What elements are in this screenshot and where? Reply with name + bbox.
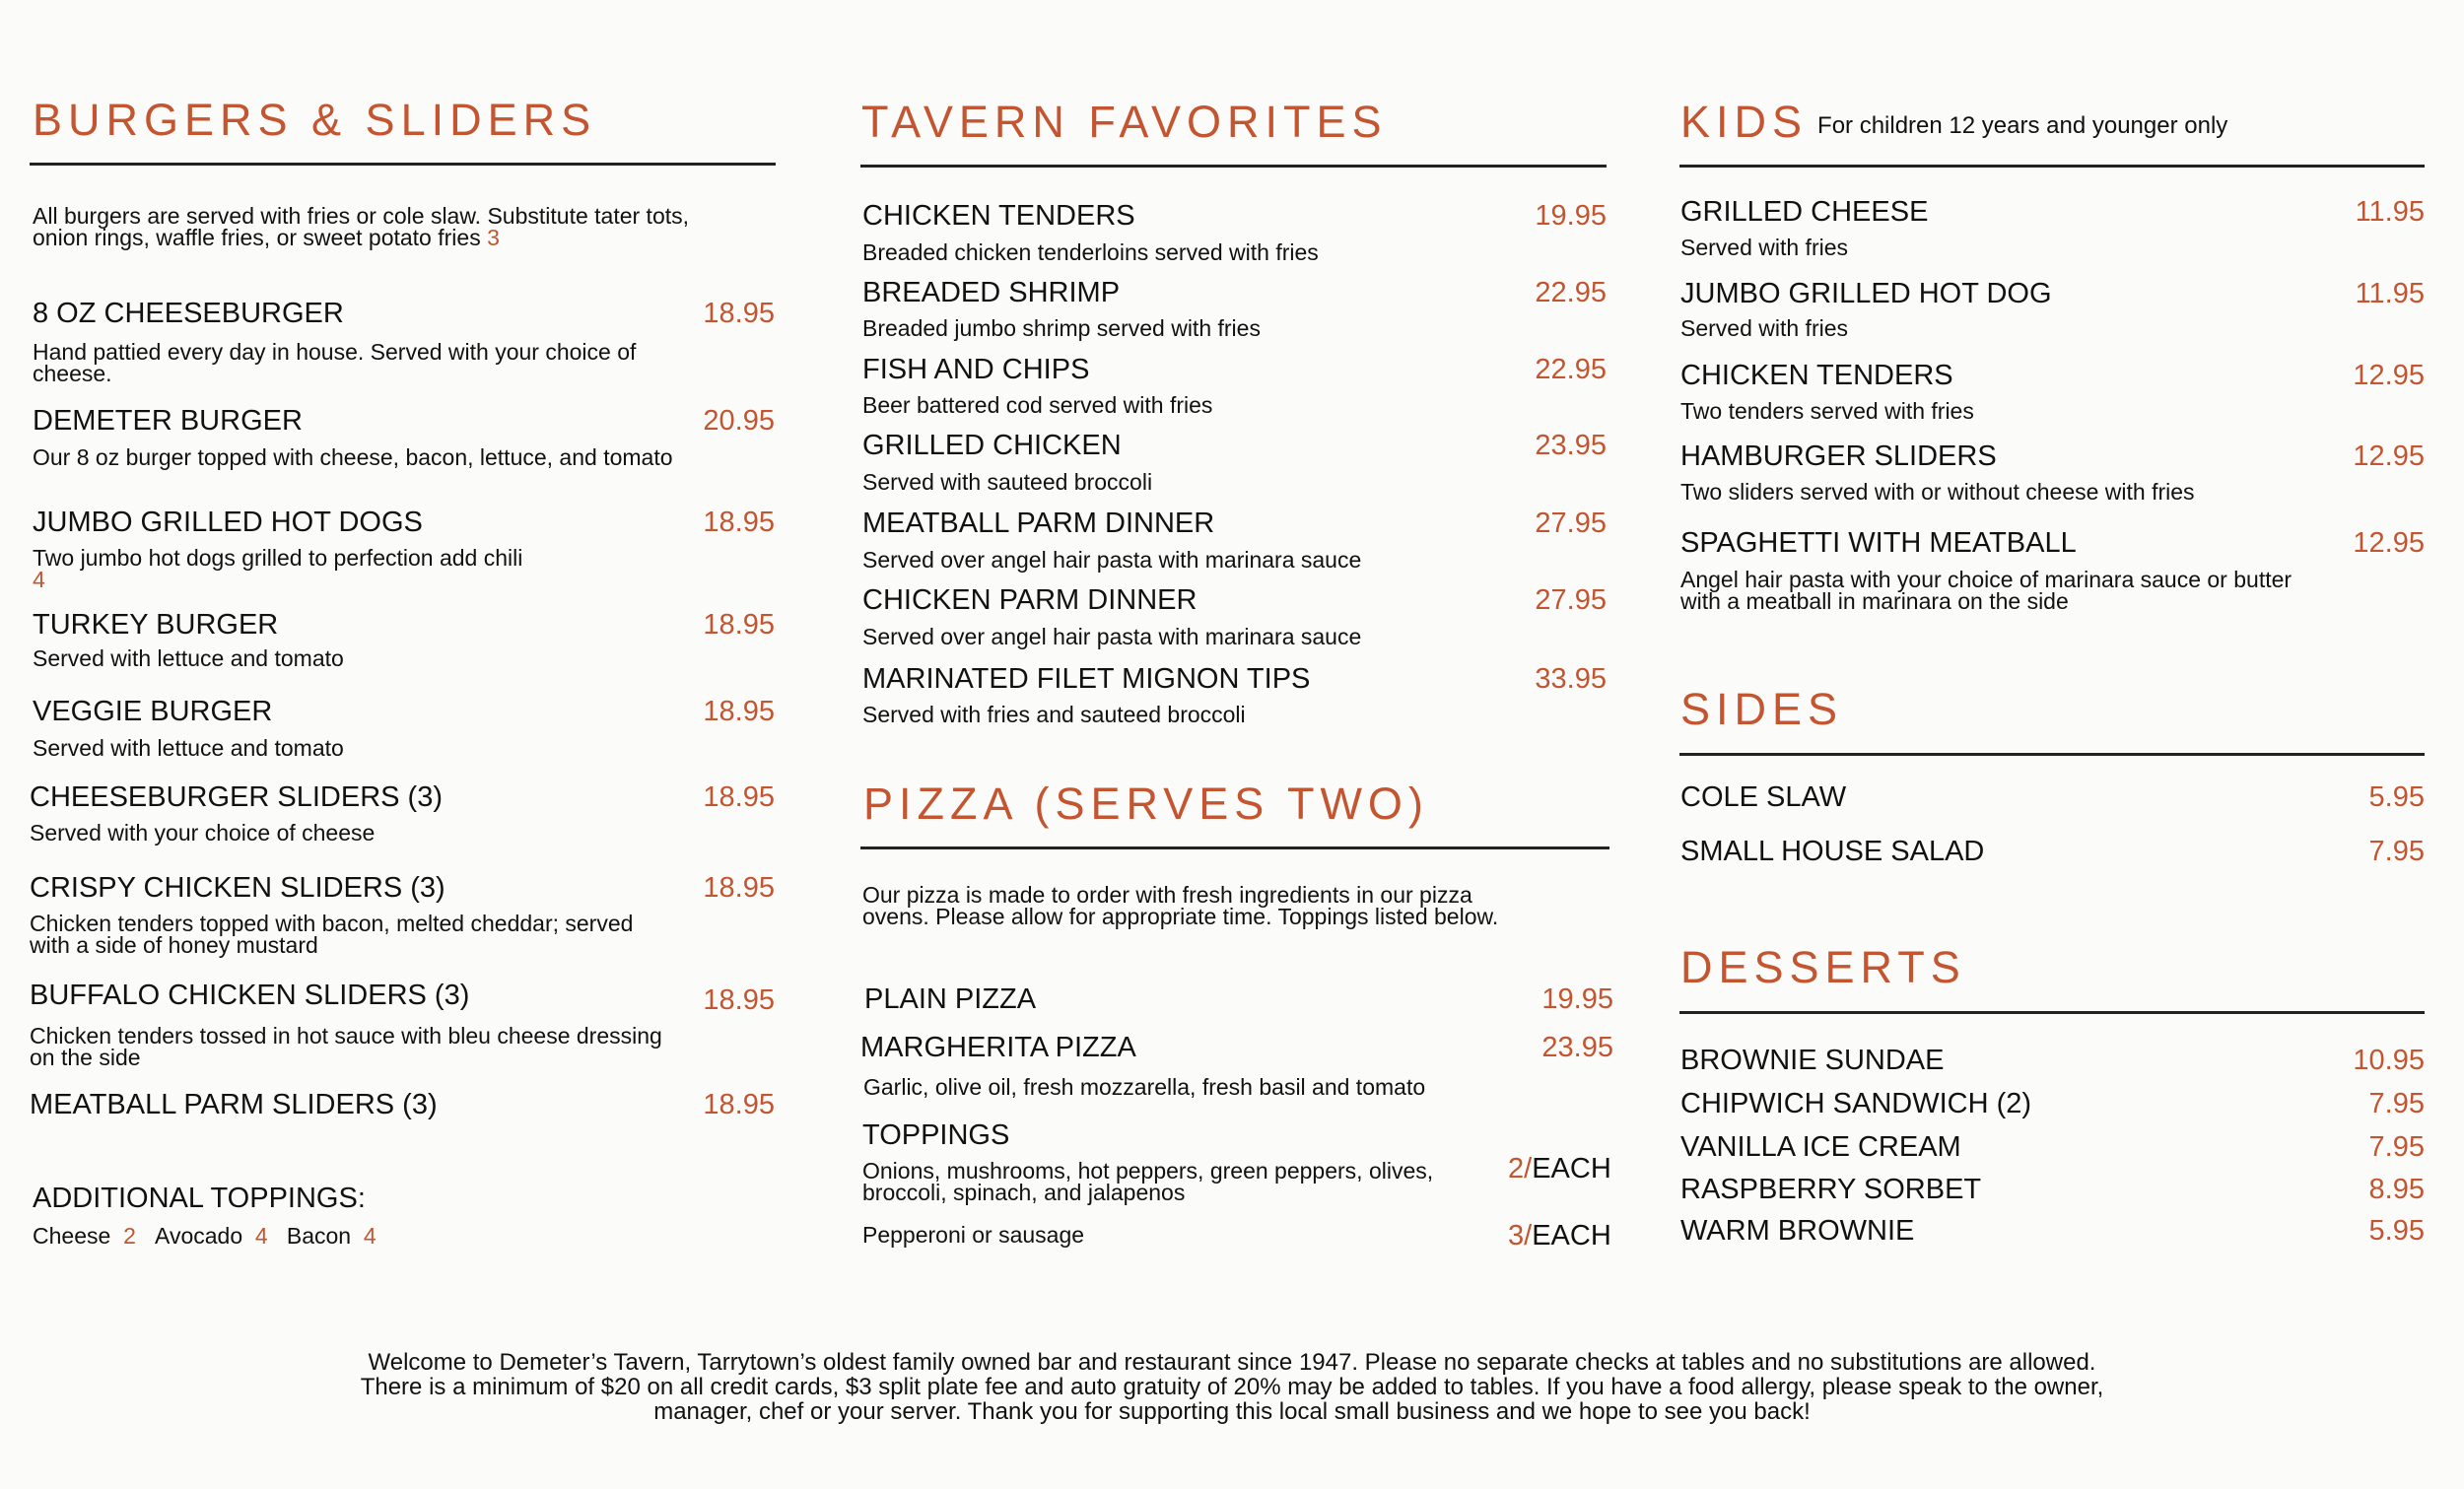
topping-price: 2 — [123, 1223, 136, 1249]
substitute-price: 3 — [487, 225, 500, 250]
menu-item-name: 8 OZ CHEESEBURGER — [33, 298, 344, 329]
menu-item-price: 5.95 — [2368, 781, 2425, 813]
menu-item-desc: Chicken tenders topped with bacon, melted cheddar; served with a side of honey mustard — [30, 911, 634, 958]
menu-item-desc: Served over angel hair pasta with marinara sauce — [862, 547, 1362, 573]
topping-price: 4 — [254, 1223, 268, 1249]
desserts-divider — [1679, 1011, 2425, 1014]
menu-item-name: FISH AND CHIPS — [862, 354, 1090, 385]
burgers-intro: All burgers are served with fries or cole slaw. Substitute tater tots, onion rings, waffle fries, or sweet potato fries 3 — [33, 203, 690, 250]
pizza-heading: PIZZA (SERVES TWO) — [863, 778, 1429, 829]
menu-item-price: 18.95 — [703, 781, 775, 813]
menu-item-desc: Served with sauteed broccoli — [862, 469, 1153, 495]
tavern-divider — [860, 165, 1607, 168]
menu-item-desc: Our 8 oz burger topped with cheese, bacon, lettuce, and tomato — [33, 444, 673, 470]
menu-item-name: MEATBALL PARM DINNER — [862, 508, 1215, 539]
menu-item-name: CHICKEN TENDERS — [862, 200, 1135, 232]
menu-item-price: 20.95 — [703, 405, 775, 437]
menu-item-name: SMALL HOUSE SALAD — [1680, 836, 1985, 867]
menu-item-desc: Breaded chicken tenderloins served with fries — [862, 239, 1319, 265]
menu-item-price: 11.95 — [2355, 196, 2425, 228]
menu-item-desc: Served with fries and sauteed broccoli — [862, 702, 1246, 727]
menu-item-price: 19.95 — [1535, 200, 1607, 232]
menu-item-price: 23.95 — [1541, 1032, 1613, 1063]
menu-item-name: WARM BROWNIE — [1680, 1215, 1915, 1247]
menu-item-price: 27.95 — [1535, 584, 1607, 616]
topping-name: Cheese — [33, 1223, 111, 1249]
pizza-intro: Our pizza is made to order with fresh ingredients in our pizza ovens. Please allow for appropriate time. Toppings listed below. — [862, 882, 1499, 929]
menu-item-name: BUFFALO CHICKEN SLIDERS (3) — [30, 980, 470, 1011]
menu-item-name: BREADED SHRIMP — [862, 277, 1121, 308]
menu-item-price: 33.95 — [1535, 663, 1607, 695]
topping-row-price: 2/EACH — [1508, 1153, 1611, 1184]
menu-item-price: 18.95 — [703, 609, 775, 641]
burgers-divider — [30, 163, 776, 166]
menu-item-price: 12.95 — [2353, 527, 2425, 559]
menu-item-price: 18.95 — [703, 696, 775, 727]
menu-item-desc: Angel hair pasta with your choice of marinara sauce or butter with a meatball in marinara on the side — [1680, 567, 2293, 614]
menu-item-price: 5.95 — [2368, 1215, 2425, 1247]
menu-item-name: HAMBURGER SLIDERS — [1680, 440, 1997, 472]
menu-item-name: CHEESEBURGER SLIDERS (3) — [30, 781, 443, 813]
menu-item-name: MEATBALL PARM SLIDERS (3) — [30, 1089, 438, 1120]
tavern-heading: TAVERN FAVORITES — [861, 97, 1388, 147]
topping-row-desc: Pepperoni or sausage — [862, 1222, 1085, 1248]
topping-name: Avocado — [155, 1223, 243, 1249]
menu-item-name: TURKEY BURGER — [33, 609, 279, 641]
menu-item-desc: Served with fries — [1680, 235, 1849, 260]
menu-item-price: 18.95 — [703, 507, 775, 538]
menu-item-name: GRILLED CHEESE — [1680, 196, 1929, 228]
menu-item-price: 7.95 — [2368, 1131, 2425, 1163]
menu-item-price: 23.95 — [1535, 430, 1607, 461]
menu-item-price: 10.95 — [2353, 1045, 2425, 1076]
menu-item-desc: Served with lettuce and tomato — [33, 645, 344, 671]
menu-item-name: RASPBERRY SORBET — [1680, 1174, 1982, 1205]
menu-item-price: 27.95 — [1535, 508, 1607, 539]
menu-item-price: 18.95 — [703, 872, 775, 904]
menu-item-price: 22.95 — [1535, 354, 1607, 385]
menu-item-desc: Served over angel hair pasta with marinara sauce — [862, 624, 1362, 649]
desserts-heading: DESSERTS — [1680, 942, 1966, 992]
menu-item-name: DEMETER BURGER — [33, 405, 303, 437]
menu-item-price: 11.95 — [2355, 278, 2425, 309]
menu-item-name: CHIPWICH SANDWICH (2) — [1680, 1088, 2032, 1119]
menu-item-desc: Served with lettuce and tomato — [33, 735, 344, 761]
topping-row-price: 3/EACH — [1508, 1220, 1611, 1252]
menu-item-desc: Served with fries — [1680, 315, 1849, 341]
kids-heading: KIDS For children 12 years and younger only — [1680, 97, 2228, 147]
menu-item-price: 22.95 — [1535, 277, 1607, 308]
menu-item-name: MARGHERITA PIZZA — [860, 1032, 1136, 1063]
menu-item-desc: Beer battered cod served with fries — [862, 392, 1213, 418]
menu-item-price: 12.95 — [2353, 360, 2425, 391]
menu-item-price: 18.95 — [703, 1089, 775, 1120]
menu-item-name: GRILLED CHICKEN — [862, 430, 1122, 461]
menu-item-price: 19.95 — [1541, 983, 1613, 1015]
menu-item-desc: Chicken tenders tossed in hot sauce with bleu cheese dressing on the side — [30, 1023, 662, 1070]
topping-price: 4 — [363, 1223, 376, 1249]
topping-name: Bacon — [286, 1223, 352, 1249]
menu-item-desc: Served with your choice of cheese — [30, 820, 376, 846]
burgers-heading: BURGERS & SLIDERS — [33, 95, 597, 145]
menu-item-price: 8.95 — [2368, 1174, 2425, 1205]
menu-item-desc: Garlic, olive oil, fresh mozzarella, fresh basil and tomato — [863, 1074, 1426, 1100]
menu-item-name: JUMBO GRILLED HOT DOG — [1680, 278, 2052, 309]
menu-item-name: CHICKEN PARM DINNER — [862, 584, 1198, 616]
additional-toppings-list — [33, 1225, 624, 1247]
menu-item-name: VEGGIE BURGER — [33, 696, 273, 727]
menu-item-price: 7.95 — [2368, 1088, 2425, 1119]
menu-item-name: COLE SLAW — [1680, 781, 1847, 813]
menu-item-price: 12.95 — [2353, 440, 2425, 472]
menu-item-name: MARINATED FILET MIGNON TIPS — [862, 663, 1311, 695]
toppings-title: TOPPINGS — [862, 1119, 1010, 1151]
menu-item-name: JUMBO GRILLED HOT DOGS — [33, 507, 423, 538]
sides-divider — [1679, 753, 2425, 756]
menu-item-price: 7.95 — [2368, 836, 2425, 867]
menu-item-name: VANILLA ICE CREAM — [1680, 1131, 1961, 1163]
chili-price: 4 — [33, 567, 45, 592]
sides-heading: SIDES — [1680, 684, 1844, 734]
kids-divider — [1679, 165, 2425, 168]
footer-notice: Welcome to Demeter’s Tavern, Tarrytown’s oldest family owned bar and restaurant since 1947. Please no separate checks at tables and no substitutions are allowed. There is a minimum of $20 on all credit cards, $3 split plate fee and auto gratuity of 20% may be added to tables. If you have a food allergy, please speak to the owner, manager, chef or your server. Thank you for supporting this local small business and we hope to see you back! — [360, 1349, 2104, 1425]
menu-item-desc: Two jumbo hot dogs grilled to perfection add chili 4 — [33, 545, 523, 592]
pizza-divider — [860, 846, 1609, 849]
kids-subtitle: For children 12 years and younger only — [1817, 112, 2228, 139]
topping-row-desc: Onions, mushrooms, hot peppers, green peppers, olives, broccoli, spinach, and jalapenos — [862, 1158, 1434, 1205]
menu-item-name: BROWNIE SUNDAE — [1680, 1045, 1945, 1076]
menu-item-desc: Two sliders served with or without cheese with fries — [1680, 479, 2195, 505]
menu-item-name: SPAGHETTI WITH MEATBALL — [1680, 527, 2077, 559]
menu-item-desc: Breaded jumbo shrimp served with fries — [862, 315, 1261, 341]
menu-item-name: CHICKEN TENDERS — [1680, 360, 1953, 391]
menu-item-name: CRISPY CHICKEN SLIDERS (3) — [30, 872, 445, 904]
menu-item-desc: Hand pattied every day in house. Served with your choice of cheese. — [33, 339, 637, 386]
menu-item-desc: Two tenders served with fries — [1680, 398, 1974, 424]
menu-item-price: 18.95 — [703, 984, 775, 1016]
additional-toppings-title: ADDITIONAL TOPPINGS: — [33, 1183, 366, 1214]
menu-item-price: 18.95 — [703, 298, 775, 329]
menu-item-name: PLAIN PIZZA — [864, 983, 1037, 1015]
